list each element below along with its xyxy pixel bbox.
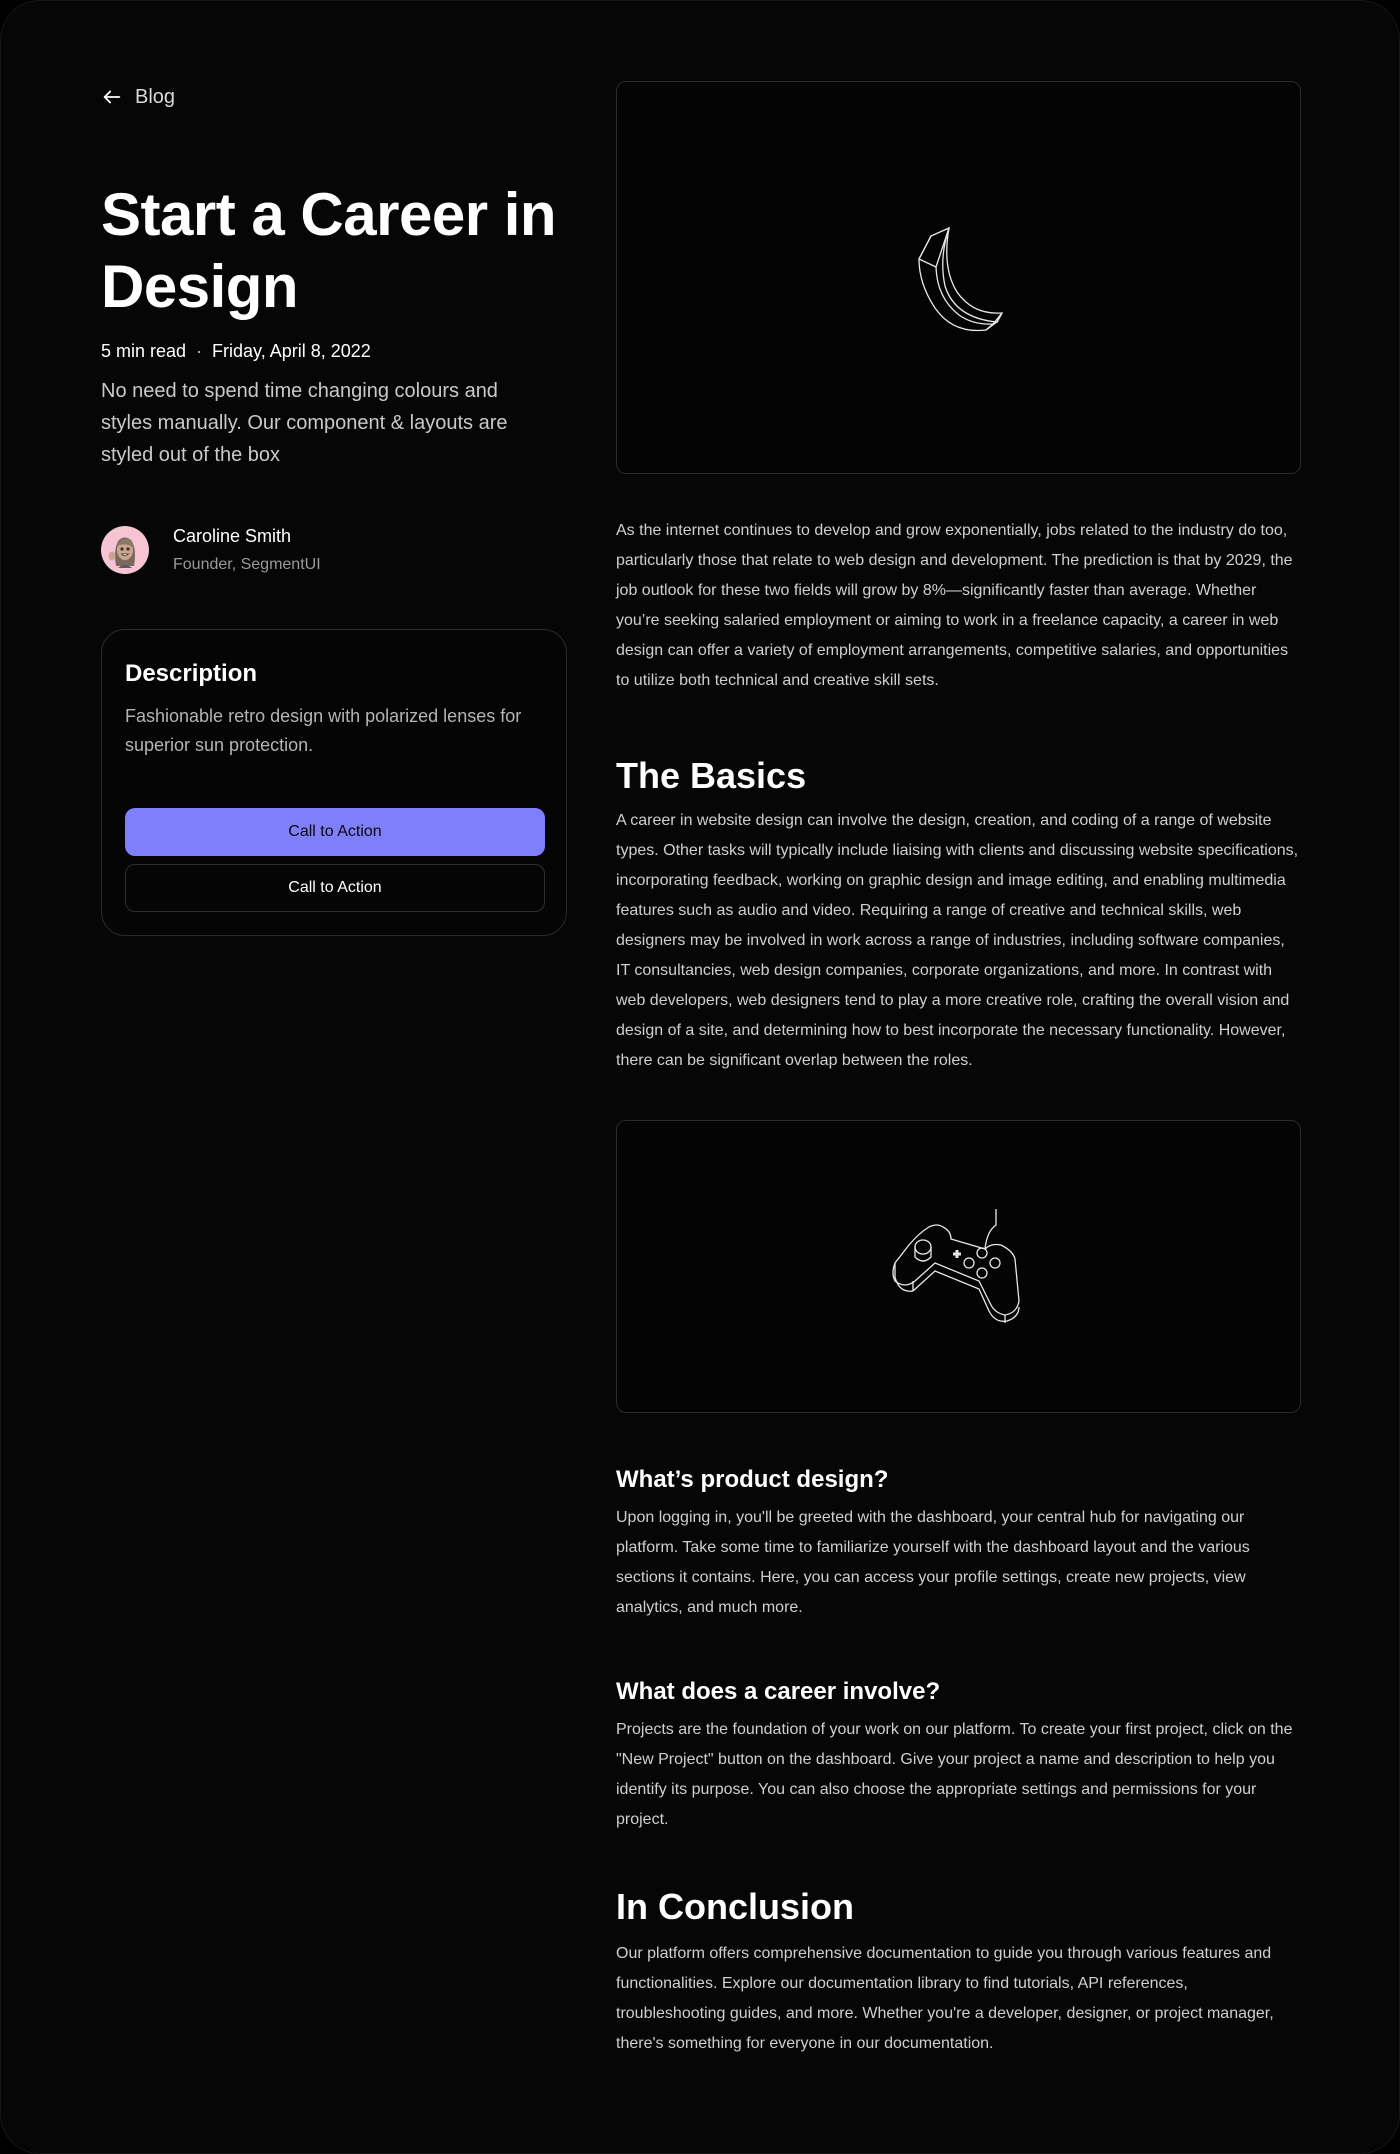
article-sidebar <box>101 81 567 936</box>
article-title: Start a Career in Design <box>101 181 557 320</box>
section-heading: In Conclusion <box>616 1886 854 1927</box>
crescent-moon-icon <box>879 198 1039 358</box>
secondary-cta-button[interactable]: Call to Action <box>125 864 545 912</box>
author-name: Caroline Smith <box>173 526 292 546</box>
avatar <box>101 526 149 574</box>
section-heading: What’s product design? <box>616 1466 889 1493</box>
section-heading: The Basics <box>616 755 807 796</box>
section-body: A career in website design can involve the design, creation, and coding of a range of website types. Other tasks will typically include liaising with clients and discussing website specifications, incorporating feedback, working on graphic design and image editing, and enabling multimedia features such as audio and video. Requiring a range of creative and technical skills, web designers may be involved in work across a range of industries, including software companies, IT consultancies, web design companies, corporate organizations, and more. In contrast with web developers, web designers tend to play a more creative role, crafting the overall vision and design of a site, and determining how to best incorporate the necessary functionality. However, there can be significant overlap between the roles. <box>616 812 1299 1069</box>
article-meta <box>101 339 567 363</box>
section-body: Upon logging in, you'll be greeted with the dashboard, your central hub for navigating our platform. Take some time to familiarize yourself with the dashboard layout and the various sections it contains. Here, you can access your profile settings, create new projects, view analytics, and much more. <box>616 1509 1250 1616</box>
memoji-avatar-icon <box>101 526 149 574</box>
section-heading: What does a career involve? <box>616 1678 941 1705</box>
back-link-label: Blog <box>135 85 176 108</box>
back-to-blog-link[interactable] <box>101 81 175 113</box>
primary-cta-button[interactable]: Call to Action <box>125 808 545 856</box>
card-title: Description <box>125 660 258 687</box>
section-the-basics <box>616 754 1301 1076</box>
gamepad-icon <box>879 1197 1039 1337</box>
article-body <box>616 81 1301 2059</box>
section-in-conclusion <box>616 1885 1301 2059</box>
publish-date: Friday, April 8, 2022 <box>212 341 371 361</box>
read-time: 5 min read <box>101 341 187 361</box>
description-card <box>101 629 567 936</box>
article-subtitle: No need to spend time changing colours and styles manually. Our component & layouts are styled out of the box <box>101 380 508 466</box>
hero-image-card <box>616 81 1301 474</box>
section-body: Projects are the foundation of your work on our platform. To create your first project, click on the "New Project" button on the dashboard. Give your project a name and description to help you identify its purpose. You can also choose the appropriate settings and permissions for your project. <box>616 1721 1293 1828</box>
meta-separator: · <box>196 341 203 361</box>
section-body: Our platform offers comprehensive documentation to guide you through various features and functionalities. Explore our documentation library to find tutorials, API references, troubleshooting guides, and more. Whether you're a developer, designer, or project manager, there's something for everyone in our documentation. <box>616 1945 1274 2052</box>
section-product-design <box>616 1465 1301 1623</box>
inline-image-card <box>616 1120 1301 1413</box>
author-role: Founder, SegmentUI <box>173 556 321 573</box>
arrow-left-icon <box>101 86 123 108</box>
intro-paragraph: As the internet continues to develop and grow exponentially, jobs related to the industry do too, particularly those that relate to web design and development. The prediction is that by 2029, the job outlook for these two fields will grow by 8%—significantly faster than average. Whether you’re seeking salaried employment or aiming to work in a freelance capacity, a career in web design can offer a variety of employment arrangements, competitive salaries, and opportunities to utilize both technical and creative skill sets. <box>616 522 1293 689</box>
author-block <box>101 525 567 575</box>
card-description: Fashionable retro design with polarized lenses for superior sun protection. <box>125 706 522 755</box>
author-info <box>173 525 321 575</box>
section-career-involve <box>616 1677 1301 1835</box>
